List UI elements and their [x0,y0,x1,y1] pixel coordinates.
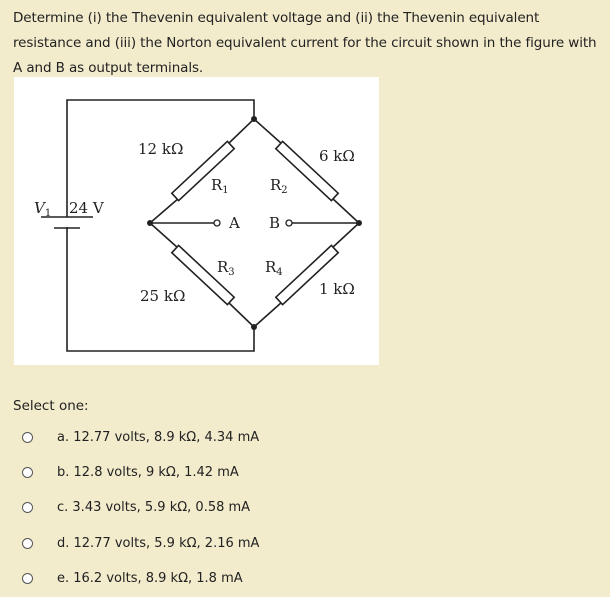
r1-value-label: 12 kΩ [138,140,184,158]
circuit-wires [67,100,359,351]
source-name-label: $V_1$ [34,199,52,219]
r2-name-label: $R_2$ [270,176,288,196]
option-e[interactable] [0,561,360,595]
node-top [251,116,257,122]
node-left [147,220,153,226]
r3-name-label: $R_3$ [217,258,235,278]
circuit-figure [14,77,379,365]
option-d[interactable] [0,526,360,560]
radio-button-d[interactable] [22,538,33,549]
option-c[interactable] [0,490,360,524]
option-c-label[interactable]: c. 3.43 volts, 5.9 kΩ, 0.58 mA [57,499,251,515]
option-e-label[interactable]: e. 16.2 volts, 8.9 kΩ, 1.8 mA [57,570,243,586]
r4-value-label: 1 kΩ [319,280,355,298]
option-a[interactable] [0,420,360,454]
r4-name-label: $R_4$ [265,258,283,278]
node-right [356,220,362,226]
radio-button-c[interactable] [22,502,33,513]
r2-value-label: 6 kΩ [319,147,355,165]
circuit-diagram [14,77,379,365]
terminal-a-label: A [229,214,240,232]
radio-button-a[interactable] [22,432,33,443]
option-b-label[interactable]: b. 12.8 volts, 9 kΩ, 1.42 mA [57,464,239,480]
option-b[interactable] [0,455,360,489]
terminal-b-circle [286,220,292,226]
r3-value-label: 25 kΩ [140,287,186,305]
radio-button-e[interactable] [22,573,33,584]
terminal-b-label: B [269,214,281,232]
option-a-label[interactable]: a. 12.77 volts, 8.9 kΩ, 4.34 mA [57,429,260,445]
question-text: Determine (i) the Thevenin equivalent voltage and (ii) the Thevenin equivalent resistance and (iii) the Norton equivalent current for the circuit shown in the figure with A and B as output terminals. [13,10,597,76]
source-value-label: 24 V [69,199,104,217]
radio-button-b[interactable] [22,467,33,478]
node-bottom [251,324,257,330]
r1-name-label: $R_1$ [211,176,229,196]
terminal-a-circle [214,220,220,226]
option-d-label[interactable]: d. 12.77 volts, 5.9 kΩ, 2.16 mA [57,535,260,551]
select-one-label: Select one: [13,398,89,414]
